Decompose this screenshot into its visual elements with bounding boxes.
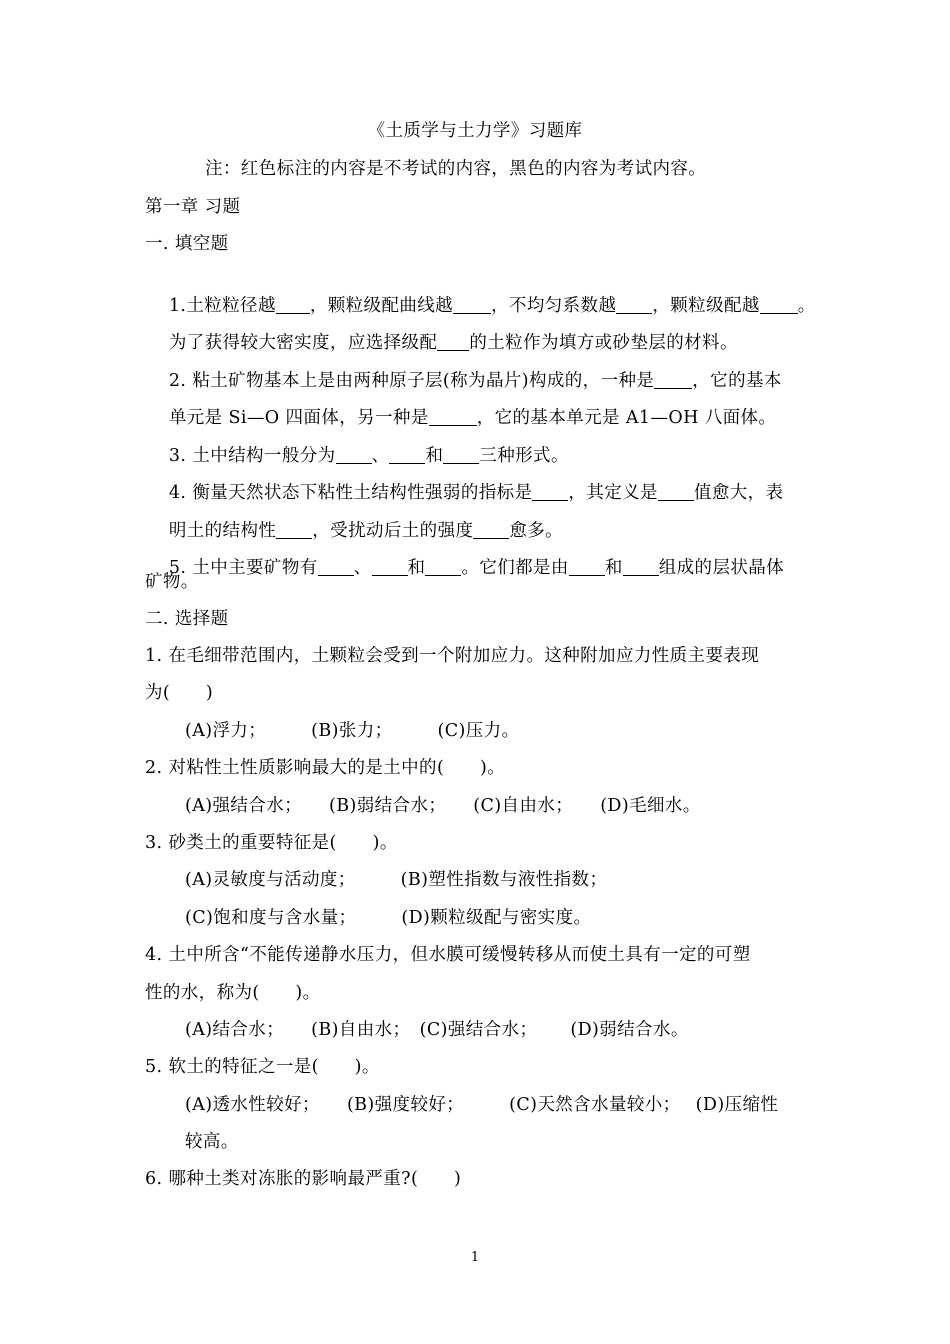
choice-question-3: 3. 砂类土的重要特征是( )。: [145, 833, 398, 853]
page-number: 1: [470, 1250, 480, 1265]
choice-question-2: 2. 对粘性土性质影响最大的是土中的( )。: [145, 758, 506, 778]
choice-question-5-options-1: (A)透水性较好； (B)强度较好； (C)天然含水量较小； (D)压缩性: [185, 1095, 779, 1115]
answer-blank: [372, 557, 408, 576]
choice-question-4-line-2: 性的水，称为( )。: [145, 983, 321, 1003]
fill-question-1-line-2: 为了获得较大密实度，应选择级配 的土粒作为填方或砂垫层的材料。: [168, 333, 738, 353]
section-heading-choice: 二. 选择题: [145, 609, 229, 629]
choice-question-3-options-2: (C)饱和度与含水量； (D)颗粒级配与密实度。: [185, 908, 592, 928]
fill-question-4-line-2: 明土的结构性 ，受扰动后土的强度 愈多。: [168, 521, 564, 541]
fill-question-3: 3. 土中结构一般分为 、 和 三种形式。: [168, 446, 569, 466]
choice-question-4-options: (A)结合水； (B)自由水； (C)强结合水； (D)弱结合水。: [185, 1020, 689, 1040]
choice-question-3-options-1: (A)灵敏度与活动度； (B)塑性指数与液性指数；: [185, 870, 608, 890]
fill-question-5-line-1: 5. 土中主要矿物有 、 和 。它们都是由 和 组成的层状晶体: [168, 558, 785, 578]
answer-blank: [623, 557, 659, 576]
answer-blank: [318, 557, 354, 576]
answer-blank: [569, 557, 605, 576]
choice-question-6: 6. 哪种土类对冻胀的影响最严重?( ): [145, 1169, 462, 1189]
choice-question-1-line-1: 1. 在毛细带范围内，土颗粒会受到一个附加应力。这种附加应力性质主要表现: [145, 646, 760, 666]
fill-question-2-line-1: 2. 粘土矿物基本上是由两种原子层(称为晶片)构成的，一种是 ，它的基本: [168, 371, 782, 391]
choice-question-4-line-1: 4. 土中所含“不能传递静水压力，但水膜可缓慢转移从而使土具有一定的可塑: [145, 945, 751, 965]
answer-blank: [658, 482, 694, 501]
answer-blank: [760, 295, 798, 314]
choice-question-1-line-2: 为( ): [145, 683, 214, 703]
answer-blank: [425, 557, 461, 576]
choice-question-1-options: (A)浮力； (B)张力； (C)压力。: [185, 721, 520, 741]
fill-question-2-line-2: 单元是 Si—O 四面体，另一种是 ，它的基本单元是 A1—OH 八面体。: [168, 408, 777, 428]
fill-question-4-line-1: 4. 衡量天然状态下粘性土结构性强弱的指标是 ，其定义是 值愈大，表: [168, 483, 784, 503]
fill-question-5-line-2: 矿物。: [145, 572, 199, 592]
exam-note: 注：红色标注的内容是不考试的内容，黑色的内容为考试内容。: [205, 159, 707, 179]
fill-question-1-line-1: 1.土粒粒径越 ，颗粒级配曲线越 ，不均匀系数越 ，颗粒级配越 。: [168, 296, 816, 316]
choice-question-2-options: (A)强结合水； (B)弱结合水； (C)自由水； (D)毛细水。: [185, 796, 701, 816]
chapter-heading: 第一章 习题: [145, 197, 241, 217]
section-heading-fill-in: 一. 填空题: [145, 234, 229, 254]
document-title: 《土质学与土力学》习题库: [367, 121, 583, 141]
choice-question-5: 5. 软土的特征之一是( )。: [145, 1057, 380, 1077]
choice-question-5-options-2: 较高。: [185, 1132, 239, 1152]
